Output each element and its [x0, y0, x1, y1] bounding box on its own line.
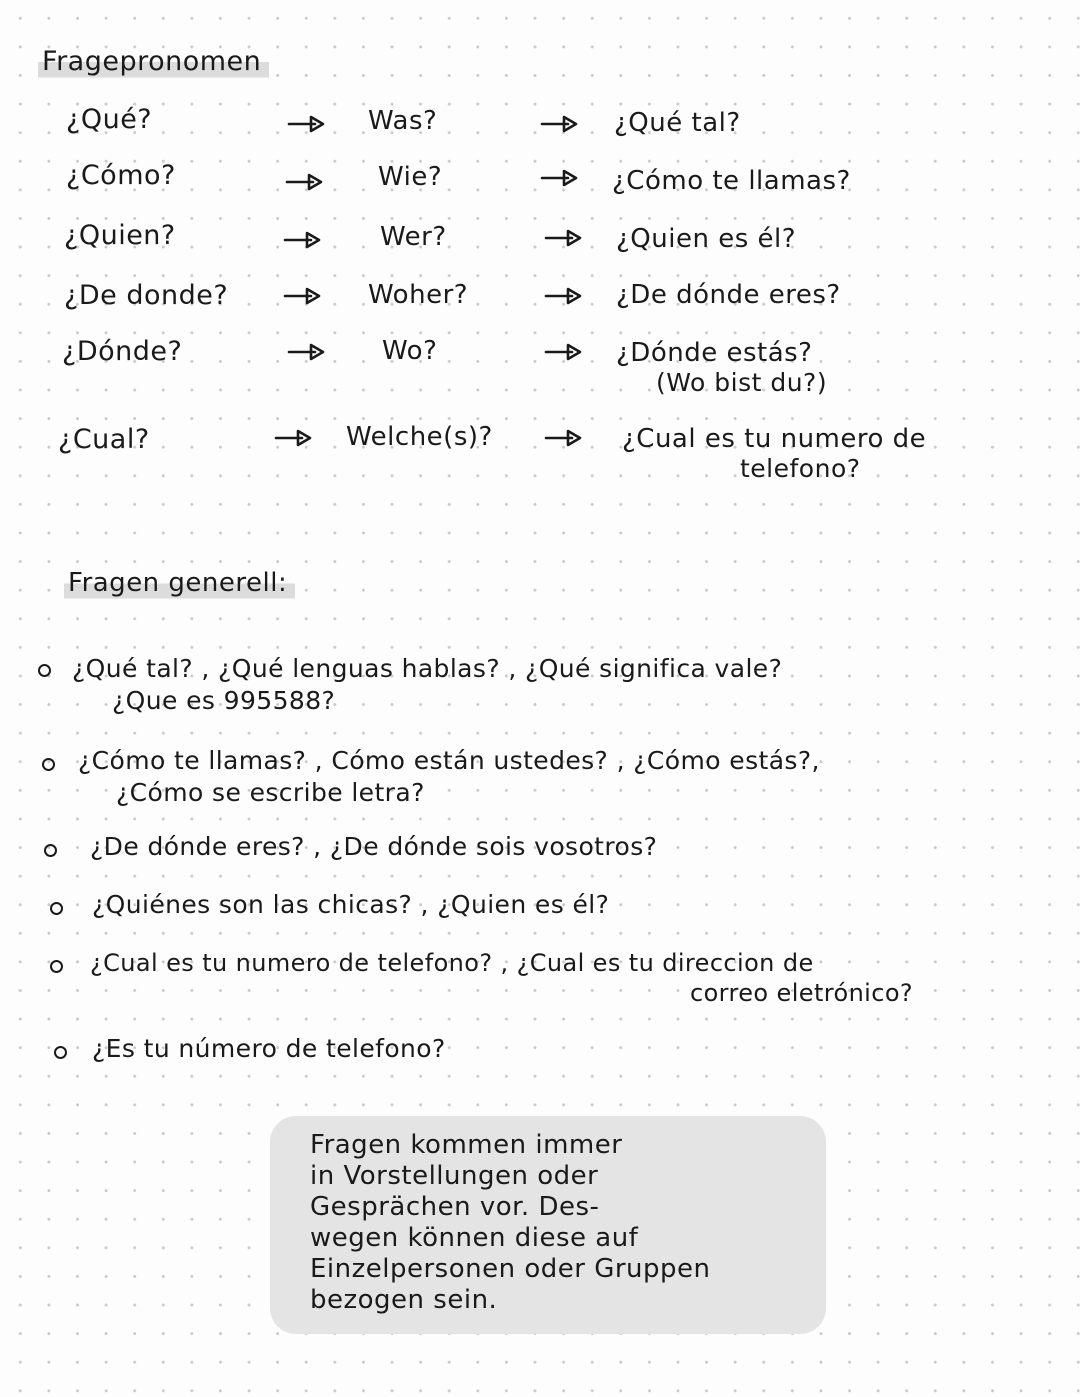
- example-question-continuation: telefono?: [740, 454, 861, 483]
- example-question: ¿Cómo te llamas?: [612, 166, 851, 196]
- german-translation: Woher?: [368, 280, 469, 310]
- spanish-pronoun: ¿Cual?: [58, 424, 150, 455]
- list-item-line: ¿Cual es tu numero de telefono? , ¿Cual es tu direccion de: [90, 949, 814, 977]
- list-item-line: ¿Quiénes son las chicas? , ¿Quien es él?: [92, 890, 610, 919]
- arrow-right-icon: [544, 286, 584, 306]
- arrow-right-icon: [274, 428, 314, 448]
- bullet-icon: [50, 960, 63, 973]
- german-translation: Welche(s)?: [346, 422, 493, 452]
- list-item-line-continuation: ¿Que es 995588?: [112, 686, 336, 715]
- spanish-pronoun: ¿De donde?: [64, 280, 229, 311]
- arrow-right-icon: [544, 228, 584, 248]
- german-translation: Wo?: [382, 336, 438, 366]
- arrow-right-icon: [285, 172, 325, 192]
- list-item-line: ¿Cómo te llamas? , Cómo están ustedes? , ¿Cómo estás?,: [78, 746, 820, 775]
- list-item-line: ¿De dónde eres? , ¿De dónde sois vosotros?: [90, 832, 658, 861]
- spanish-pronoun: ¿Cómo?: [66, 160, 176, 191]
- bullet-icon: [42, 758, 55, 771]
- arrow-right-icon: [287, 114, 327, 134]
- example-question: ¿Dónde estás?: [616, 338, 813, 368]
- list-item-line: ¿Es tu número de telefono?: [92, 1034, 446, 1063]
- arrow-right-icon: [287, 342, 327, 362]
- bullet-icon: [50, 902, 63, 915]
- arrow-right-icon: [283, 230, 323, 250]
- example-question: ¿Quien es él?: [616, 224, 797, 254]
- bullet-icon: [54, 1046, 67, 1059]
- list-item-line-continuation: ¿Cómo se escribe letra?: [116, 778, 425, 807]
- arrow-right-icon: [540, 114, 580, 134]
- german-translation: Wer?: [380, 222, 447, 252]
- section-title-fragen-generell: Fragen generell:: [64, 568, 295, 600]
- list-item-line: ¿Qué tal? , ¿Qué lenguas hablas? , ¿Qué significa vale?: [72, 654, 783, 683]
- spanish-pronoun: ¿Qué?: [66, 104, 153, 135]
- section-title-fragepronomen: Fragepronomen: [38, 46, 269, 79]
- german-translation: Was?: [368, 106, 438, 136]
- arrow-right-icon: [283, 286, 323, 306]
- arrow-right-icon: [544, 342, 584, 362]
- arrow-right-icon: [540, 168, 580, 188]
- german-translation: Wie?: [378, 162, 443, 192]
- spanish-pronoun: ¿Dónde?: [62, 336, 183, 367]
- example-question: ¿De dónde eres?: [616, 280, 841, 310]
- example-question: ¿Qué tal?: [614, 108, 741, 138]
- bullet-icon: [38, 664, 51, 677]
- example-question: ¿Cual es tu numero de: [622, 424, 927, 454]
- arrow-right-icon: [544, 428, 584, 448]
- spanish-pronoun: ¿Quien?: [64, 220, 176, 251]
- list-item-line-continuation: correo eletrónico?: [690, 979, 914, 1007]
- bullet-icon: [44, 844, 57, 857]
- example-translation-note: (Wo bist du?): [656, 368, 828, 397]
- note-box: [270, 1116, 826, 1334]
- note-text: Fragen kommen immer in Vorstellungen oder Gesprächen vor. Des- wegen können diese auf Einzelpersonen oder Gruppen bezogen sein.: [310, 1130, 711, 1315]
